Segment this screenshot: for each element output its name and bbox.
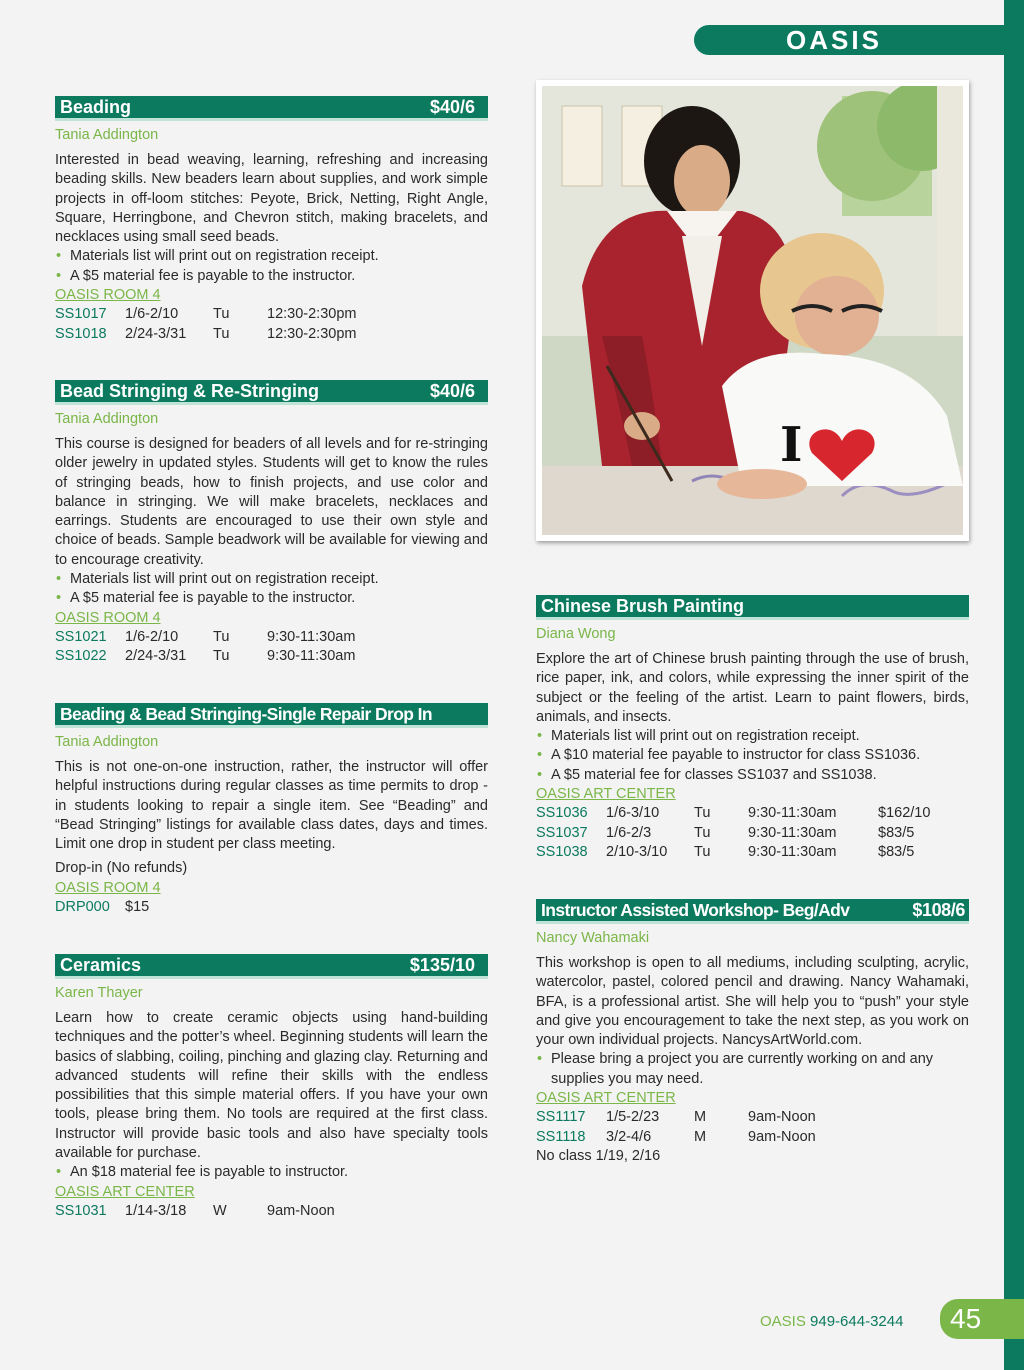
course-notes xyxy=(536,727,969,785)
course-description: Interested in bead weaving, learning, refreshing and increasing beading skills. New beaders learn about supplies, and work simple projects in off-loom stitches: Peyote, Brick, Netting, Right Angle, Square, Herringbone, and Chevron stitch, making bracelets, and necklaces using small seed beads. xyxy=(55,152,488,246)
session-code[interactable]: SS1021 xyxy=(55,628,107,645)
note-item: • A $5 material fee for classes SS1037 and SS1038. xyxy=(536,766,969,785)
session-day: Tu xyxy=(694,824,711,841)
session-price: $83/5 xyxy=(878,843,915,860)
session-day: Tu xyxy=(694,805,711,822)
note-item: • An $18 material fee is payable to instructor. xyxy=(55,1163,488,1182)
course-price: $40/6 xyxy=(429,381,475,401)
course-title: Beading & Bead Stringing-Single Repair Drop In xyxy=(60,704,433,724)
session-time: 9:30-11:30am xyxy=(748,824,837,841)
footer-contact xyxy=(760,1313,903,1330)
footer-phone-number[interactable]: 949-644-3244 xyxy=(810,1313,904,1330)
session-dates: 1/6-3/10 xyxy=(606,805,660,822)
session-row xyxy=(55,325,488,344)
course-chinese-brush-painting xyxy=(536,595,969,862)
session-day: Tu xyxy=(694,843,711,860)
session-dates: 1/14-3/18 xyxy=(125,1202,187,1219)
course-description: This is not one-on-one instruction, rather, the instructor will offer helpful instructions during regular classes as time permits to drop -in students looking to repair a single item. See “Beading” and “Bead Stringing” listings for available class dates, days and times. Limit one drop in student per class meeting. xyxy=(55,759,488,853)
session-time: 9am-Noon xyxy=(267,1202,335,1219)
session-time: 9:30-11:30am xyxy=(267,648,356,665)
course-description: This course is designed for beaders of all levels and for re-stringing older jewelry in updated styles. Students will get to know the rules of stringing beads, how to finish projects, and use color and balance in stringing. We will make bracelets, necklaces and earrings. Students are encouraged to use their own style and choice of beads. Sample beadwork will be available for viewing and to encourage creativity. xyxy=(55,436,488,568)
session-dates: 1/6-2/10 xyxy=(125,306,179,323)
page-edge-bar xyxy=(1004,0,1024,1370)
course-title: Beading xyxy=(60,97,132,117)
course-price: $135/10 xyxy=(409,955,475,975)
session-row xyxy=(55,305,488,324)
session-time: 12:30-2:30pm xyxy=(267,325,357,342)
session-row xyxy=(55,647,488,666)
course-notes xyxy=(536,1050,969,1089)
page-number: 45 xyxy=(940,1299,1024,1339)
session-code[interactable]: SS1022 xyxy=(55,648,107,665)
course-beading xyxy=(55,96,488,344)
location-link[interactable]: OASIS ART CENTER xyxy=(55,1183,195,1200)
location-link[interactable]: OASIS ROOM 4 xyxy=(55,879,161,896)
note-item: • Please bring a project you are currently working on and any supplies you may need. xyxy=(536,1050,969,1089)
session-row xyxy=(536,804,969,823)
session-time: 9am-Noon xyxy=(748,1109,816,1126)
course-header xyxy=(55,380,488,405)
session-dates: 2/24-3/31 xyxy=(125,325,187,342)
course-description: This workshop is open to all mediums, including sculpting, acrylic, watercolor, pastel, colored pencil and drawing. Nancy Wahamaki, BFA, is a professional artist. She will help you to “push” your style and give you encouragement to take the next step, as you work on your own individual projects. NancysArtWorld.com. xyxy=(536,955,969,1049)
course-price: $40/6 xyxy=(429,97,475,117)
session-fee: $15 xyxy=(125,899,150,916)
section-tab: OASIS xyxy=(694,25,1004,55)
session-row xyxy=(536,824,969,843)
session-dates: 1/6-2/10 xyxy=(125,628,179,645)
course-price: $108/6 xyxy=(912,900,965,920)
session-row xyxy=(55,1202,488,1221)
painting-class-illustration xyxy=(542,86,963,535)
session-time: 9:30-11:30am xyxy=(748,805,837,822)
session-row xyxy=(536,1128,969,1147)
course-notes xyxy=(55,1163,488,1182)
session-time: 9:30-11:30am xyxy=(267,628,356,645)
session-day: Tu xyxy=(213,325,230,342)
session-dates: 2/24-3/31 xyxy=(125,648,187,665)
instructor-name: Tania Addington xyxy=(55,411,159,427)
instructor-name: Diana Wong xyxy=(536,626,616,642)
course-header xyxy=(55,954,488,979)
course-description: Explore the art of Chinese brush painting through the use of brush, rice paper, ink, and colors, while expressing the inner spirit of the subject or the feeling of the artist. Learn to paint flowers, birds, animals, and insects. xyxy=(536,651,969,725)
session-day: Tu xyxy=(213,306,230,323)
drop-in-note: Drop-in (No refunds) xyxy=(55,860,188,877)
course-bead-stringing xyxy=(55,380,488,667)
instructor-name: Tania Addington xyxy=(55,734,159,750)
note-item: • A $10 material fee payable to instructor for class SS1036. xyxy=(536,746,969,765)
course-ceramics xyxy=(55,954,488,1221)
course-notes xyxy=(55,247,488,286)
note-item: • Materials list will print out on registration receipt. xyxy=(536,727,969,746)
session-code[interactable]: DRP000 xyxy=(55,899,110,916)
session-dates: 1/5-2/23 xyxy=(606,1109,660,1126)
course-notes xyxy=(55,570,488,609)
session-code[interactable]: SS1038 xyxy=(536,843,588,860)
note-item: • A $5 material fee is payable to the instructor. xyxy=(55,267,488,286)
course-title: Chinese Brush Painting xyxy=(541,596,745,616)
course-repair-drop-in xyxy=(55,703,488,917)
session-code[interactable]: SS1018 xyxy=(55,325,107,342)
instructor-name: Nancy Wahamaki xyxy=(536,930,650,946)
session-dates: 2/10-3/10 xyxy=(606,843,668,860)
note-item: • Materials list will print out on registration receipt. xyxy=(55,570,488,589)
session-time: 9am-Noon xyxy=(748,1128,816,1145)
session-price: $83/5 xyxy=(878,824,915,841)
note-item: • Materials list will print out on registration receipt. xyxy=(55,247,488,266)
no-class-note: No class 1/19, 2/16 xyxy=(536,1147,661,1164)
shirt-letter: I xyxy=(780,417,803,473)
session-time: 12:30-2:30pm xyxy=(267,306,357,323)
session-day: M xyxy=(694,1109,707,1126)
session-row xyxy=(536,843,969,862)
footer-label: OASIS xyxy=(760,1313,806,1330)
session-day: W xyxy=(213,1202,227,1219)
course-header xyxy=(55,96,488,121)
session-day: Tu xyxy=(213,648,230,665)
session-code[interactable]: SS1118 xyxy=(536,1128,586,1145)
location-link[interactable]: OASIS ROOM 4 xyxy=(55,609,161,626)
session-price: $162/10 xyxy=(878,805,931,822)
session-dates: 3/2-4/6 xyxy=(606,1128,652,1145)
course-title: Ceramics xyxy=(60,955,142,975)
course-header xyxy=(536,595,969,620)
session-dates: 1/6-2/3 xyxy=(606,824,652,841)
session-time: 9:30-11:30am xyxy=(748,843,837,860)
location-link[interactable]: OASIS ROOM 4 xyxy=(55,287,161,304)
session-code[interactable]: SS1037 xyxy=(536,824,588,841)
course-header xyxy=(55,703,488,728)
course-header xyxy=(536,899,969,924)
course-instructor-assisted-workshop xyxy=(536,899,969,1166)
session-row xyxy=(536,1108,969,1127)
instructor-name: Tania Addington xyxy=(55,127,159,143)
session-day: M xyxy=(694,1128,707,1145)
session-code[interactable]: SS1036 xyxy=(536,805,588,822)
session-code[interactable]: SS1031 xyxy=(55,1202,107,1219)
session-code[interactable]: SS1117 xyxy=(536,1109,586,1126)
session-row xyxy=(55,898,488,917)
course-description: Learn how to create ceramic objects using hand-building techniques and the potter’s wheel. Beginning students will learn the basics of slabbing, coiling, pinching and glazing clay. Returning and advanced students will refine their skills with the endless possibilities that this simple material offers. If you have your own tools, please bring them. No tools are required at the first class. Instructor will provide basic tools and also have specialty tools available for purchase. xyxy=(55,1010,488,1162)
session-day: Tu xyxy=(213,628,230,645)
course-title: Instructor Assisted Workshop- Beg/Adv xyxy=(541,900,850,920)
note-item: • A $5 material fee is payable to the instructor. xyxy=(55,589,488,608)
session-code[interactable]: SS1017 xyxy=(55,306,107,323)
class-photo xyxy=(536,80,969,541)
location-link[interactable]: OASIS ART CENTER xyxy=(536,1090,676,1107)
location-link[interactable]: OASIS ART CENTER xyxy=(536,786,676,803)
session-row xyxy=(55,628,488,647)
instructor-name: Karen Thayer xyxy=(55,985,143,1001)
course-title: Bead Stringing & Re-Stringing xyxy=(60,381,319,401)
